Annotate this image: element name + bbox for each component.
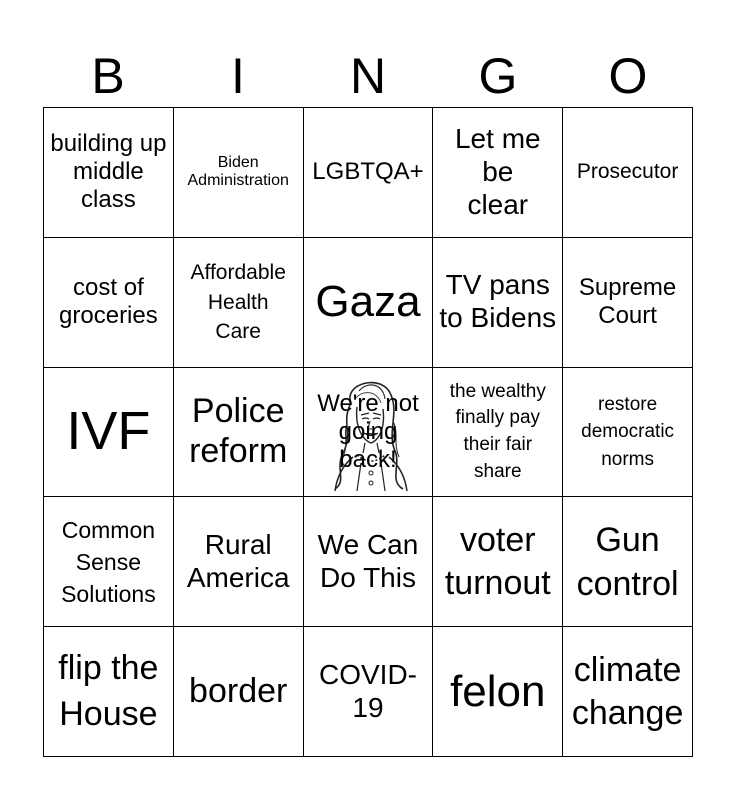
- cell-label: TV pans to Bidens: [439, 269, 557, 334]
- bingo-cell[interactable]: [433, 627, 563, 757]
- cell-label: Rural America: [186, 529, 290, 593]
- cell-label: Affordable Health Care: [190, 261, 286, 343]
- header-letter-b: B: [91, 48, 125, 104]
- header-letter-n: N: [349, 48, 387, 104]
- bingo-cell[interactable]: [44, 497, 174, 627]
- header-letter-g: G: [478, 48, 518, 104]
- bingo-cell[interactable]: [304, 108, 434, 238]
- bingo-cell[interactable]: [174, 627, 304, 757]
- bingo-cell[interactable]: [174, 497, 304, 627]
- bingo-grid: [43, 107, 693, 757]
- bingo-cell[interactable]: [304, 627, 434, 757]
- cell-label: voter turnout: [444, 521, 551, 602]
- bingo-cell[interactable]: [563, 108, 693, 238]
- cell-label: the wealthy finally pay their fair share: [449, 380, 546, 482]
- cell-label: border: [189, 671, 288, 710]
- bingo-cell[interactable]: [44, 627, 174, 757]
- bingo-cell[interactable]: [433, 368, 563, 498]
- cell-label: Gun control: [576, 520, 679, 603]
- bingo-cell[interactable]: [174, 368, 304, 498]
- bingo-cell[interactable]: [304, 497, 434, 627]
- cell-label: LGBTQA+: [312, 158, 424, 186]
- header-letter-o: O: [608, 48, 648, 104]
- bingo-cell[interactable]: [44, 108, 174, 238]
- cell-label: building up middle class: [50, 130, 167, 214]
- bingo-header: [43, 44, 693, 108]
- bingo-cell[interactable]: [433, 108, 563, 238]
- cell-label: felon: [450, 666, 546, 716]
- cell-label: climate change: [571, 651, 684, 732]
- cell-label: restore democratic norms: [581, 393, 675, 470]
- cell-label: Supreme Court: [578, 274, 677, 330]
- bingo-cell[interactable]: [304, 238, 434, 368]
- cell-label: Police reform: [189, 392, 288, 470]
- cell-label: cost of groceries: [59, 274, 158, 330]
- bingo-cell[interactable]: [563, 497, 693, 627]
- free-space-cell[interactable]: [304, 368, 434, 498]
- bingo-cell[interactable]: [174, 238, 304, 368]
- bingo-cell[interactable]: [433, 238, 563, 368]
- bingo-cell[interactable]: [563, 627, 693, 757]
- cell-label: Common Sense Solutions: [61, 516, 156, 607]
- bingo-cell[interactable]: [433, 497, 563, 627]
- bingo-cell[interactable]: [44, 238, 174, 368]
- bingo-cell[interactable]: [44, 368, 174, 498]
- bingo-cell[interactable]: [563, 368, 693, 498]
- cell-label: Prosecutor: [576, 160, 679, 184]
- cell-label: IVF: [66, 401, 151, 462]
- cell-label: Let me be clear: [454, 123, 541, 220]
- cell-label: Gaza: [315, 277, 421, 327]
- cell-label: flip the House: [58, 648, 159, 733]
- bingo-cell[interactable]: [174, 108, 304, 238]
- cell-label: COVID-19: [318, 658, 417, 723]
- header-letter-i: I: [231, 48, 245, 104]
- free-space-label: We're not going back!: [317, 389, 419, 474]
- cell-label: Biden Administration: [187, 153, 289, 190]
- bingo-cell[interactable]: [563, 238, 693, 368]
- cell-label: We Can Do This: [317, 529, 419, 593]
